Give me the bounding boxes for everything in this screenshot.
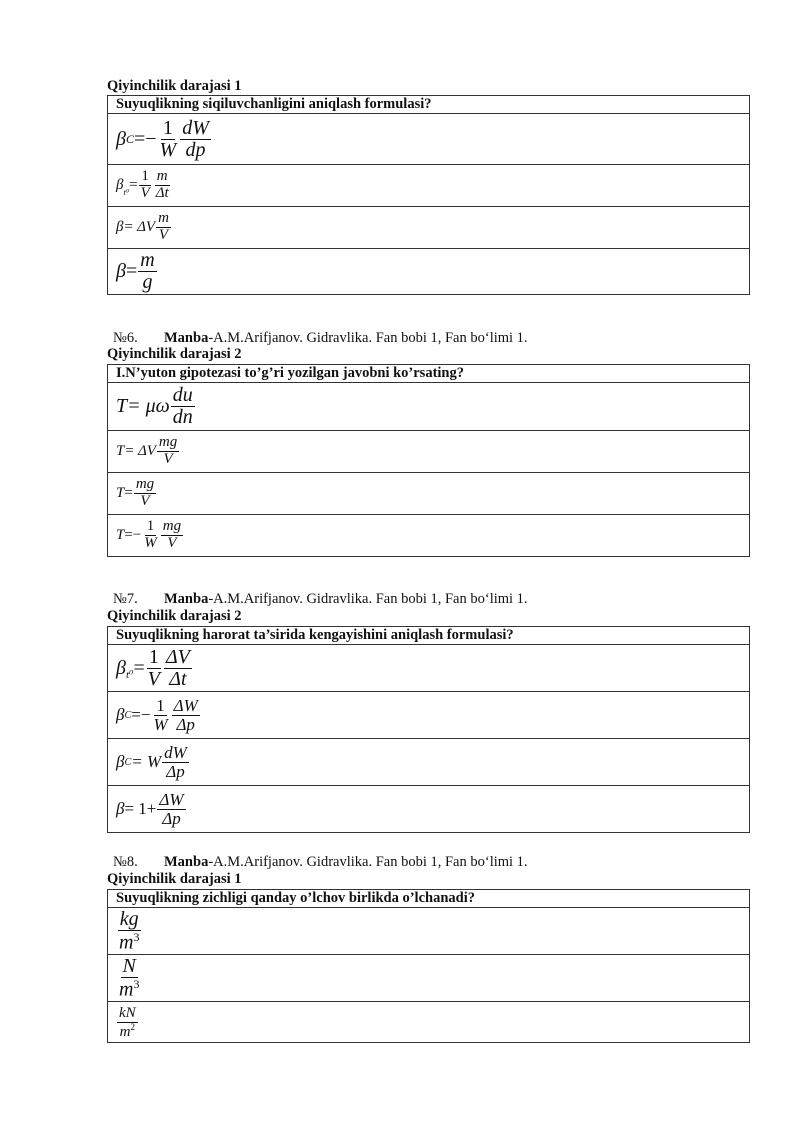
question-number: №8. [113,854,138,870]
source-label: Manba [164,854,209,870]
source-text: -A.M.Arifjanov. Gidravlika. Fan bobi 1, Fan bo‘limi 1. [208,330,528,346]
question-prompt: Suyuqlikning siqiluvchanligini aniqlash formulasi? [108,96,750,114]
source-line [113,854,528,870]
formula: β t⁰ = $\frac{1}{V}$ $\frac{m}{\Delta t}$ [116,168,169,201]
source-line [113,330,528,346]
formula: T = ΔV $\frac{mg}{V}$ [116,434,178,467]
answer-option[interactable] [108,692,750,739]
difficulty-label: Qiyinchilik darajasi 2 [107,346,242,362]
question-table [107,364,750,557]
answer-option[interactable] [108,165,750,207]
formula: T = μω $\frac{du}{dn}$ [116,384,193,428]
difficulty-label: Qiyinchilik darajasi 2 [107,608,242,624]
formula: β = ΔV $\frac{m}{V}$ [116,210,169,243]
source-text: -A.M.Arifjanov. Gidravlika. Fan bobi 1, Fan bo‘limi 1. [208,854,528,870]
question-number: №7. [113,591,138,607]
answer-option[interactable] [108,114,750,165]
answer-option[interactable] [108,515,750,557]
answer-option[interactable] [108,473,750,515]
source-text: -A.M.Arifjanov. Gidravlika. Fan bobi 1, Fan bo‘limi 1. [208,591,528,607]
question-number: №6. [113,330,138,346]
question-table [107,626,750,833]
answer-option[interactable] [108,383,750,431]
formula: β C = W $\frac{dW}{\Delta p}$ [116,742,187,781]
answer-option[interactable] [108,786,750,833]
formula: β C =− $\frac{1}{W}$ $\frac{\Delta W}{\Delta p}$ [116,695,198,734]
answer-option[interactable] [108,908,750,955]
answer-option[interactable] [108,645,750,692]
formula: β = 1+ $\frac{\Delta W}{\Delta p}$ [116,789,184,828]
difficulty-label: Qiyinchilik darajasi 1 [107,78,242,94]
question-prompt: Suyuqlikning harorat ta’sirida kengayishini aniqlash formulasi? [108,627,750,645]
answer-option[interactable] [108,1002,750,1043]
formula: β = $\frac{m}{g}$ [116,249,155,293]
answer-option[interactable] [108,739,750,786]
formula: T =− $\frac{1}{W}$ $\frac{mg}{V}$ [116,518,182,551]
formula: $\frac{N}{m^3}$ [119,954,140,1001]
source-label: Manba [164,591,209,607]
question-prompt: I.N’yuton gipotezasi to’g’ri yozilgan javobni ko’rsating? [108,365,750,383]
question-prompt: Suyuqlikning zichligi qanday o’lchov birlikda o’lchanadi? [108,890,750,908]
question-table [107,889,750,1043]
formula: β t⁰ = $\frac{1}{V}$ $\frac{\Delta V}{\Delta t}$ [116,645,190,690]
formula: β C =− $\frac{1}{W}$ $\frac{dW}{dp}$ [116,116,209,161]
question-table [107,95,750,295]
answer-option[interactable] [108,249,750,295]
source-line [113,591,528,607]
formula: $\frac{kg}{m^3}$ [119,907,140,954]
formula: T = $\frac{mg}{V}$ [116,476,155,509]
source-label: Manba [164,330,209,346]
formula: $\frac{kN}{m^2}$ [119,1004,136,1040]
difficulty-label: Qiyinchilik darajasi 1 [107,871,242,887]
answer-option[interactable] [108,207,750,249]
answer-option[interactable] [108,955,750,1002]
answer-option[interactable] [108,431,750,473]
